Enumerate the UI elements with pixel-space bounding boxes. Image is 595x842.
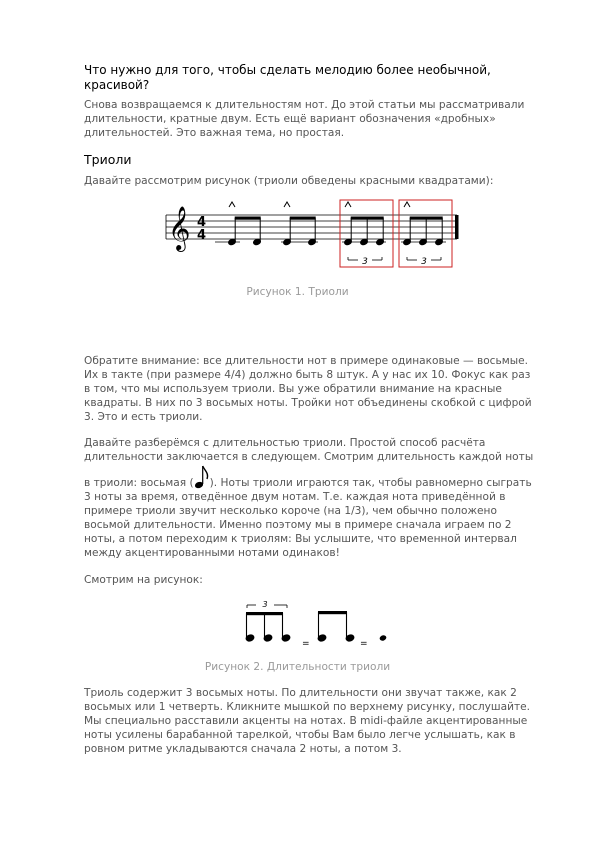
paragraph-2-line-1: Давайте разберёмся с длительностью триоли. Простой способ расчёта длительности заключается в следующем. Смотрим длительность каждой — [84, 437, 502, 463]
triplet-eighths — [245, 612, 291, 642]
paragraph-3: Триоль содержит 3 восьмых ноты. По длительности они звучат также, как 2 восьмых или 1 четверть. Кликните мышкой по верхнему рисунку, послушайте. Мы специально расставили акценты на нотах. В midi-файле акцентированные ноты усилены барабанной тарелкой, чтобы Вам было легче услышать, как в ровном ритме укладываются сначала 2 ноты, а потом 3. — [84, 687, 531, 755]
figure-2-triplet-label: 3 — [262, 600, 268, 609]
intro-paragraph: Снова возвращаемся к длительностям нот. До этой статьи мы рассматривали длительности, кратные двум. Есть ещё вариант обозначения «дробных» длительностей. Это важная тема, но простая. — [84, 99, 525, 139]
paragraph-2 — [84, 436, 539, 560]
paragraph-2-before-icon: ноты в триоли: восьмая ( — [84, 451, 534, 489]
equals-sign-1: = — [302, 639, 310, 649]
eighth-note-icon — [194, 464, 210, 490]
paragraph-1: Обратите внимание: все длительности нот в примере одинаковые — восьмые. Их в такте (при размере 4/4) должно быть 8 штук. А у нас их 10. Фокус как раз в том, что мы используем триоли. Вы уже обратили внимание на красные квадраты. В них по 3 восьмых ноты. Тройки нот объединены скобкой с цифрой 3. Это и есть триоли. — [84, 355, 532, 423]
lead-2: Смотрим на рисунок: — [84, 574, 203, 586]
triplet-label-1: 3 — [362, 257, 368, 267]
time-signature-top: 4 — [197, 215, 207, 230]
treble-clef-icon: 𝄞 — [168, 206, 191, 250]
figure-2-caption: Рисунок 2. Длительности триоли — [204, 661, 391, 673]
section-lead: Давайте рассмотрим рисунок (триоли обведены красными квадратами): — [84, 175, 494, 187]
triplet-group-2 — [401, 217, 446, 261]
triplet-group-1 — [342, 217, 386, 261]
article-heading: Что нужно для того, чтобы сделать мелодию более необычной, красивой? — [84, 63, 491, 92]
two-eighths — [317, 611, 355, 642]
figure-1-triplets-score[interactable] — [160, 195, 465, 275]
final-barline — [455, 215, 459, 239]
equals-sign-2: = — [360, 639, 368, 649]
beam — [235, 217, 261, 220]
paragraph-2-after-icon: ). Ноты триоли играются так, чтобы равномерно сыграть 3 ноты за время, отведённое двум нотам. Т.е. каждая нота приведённой в примере триоли звучит несколько короче (на 1/3), чем обычно положено восьмой длительности. Именно поэтому мы в примере сначала играем по 2 ноты, а потом переходим к триолям: Вы услышите, что временной интервал между акцентированными нотами одинаков! — [84, 477, 532, 559]
beam — [290, 217, 316, 220]
section-title: Триоли — [84, 152, 132, 167]
figure-1-caption: Рисунок 1. Триоли — [246, 286, 349, 298]
accent-marks — [229, 202, 410, 207]
figure-2-triplet-durations — [240, 597, 390, 649]
quarter-note — [379, 634, 387, 641]
time-signature-bottom: 4 — [197, 228, 207, 243]
triplet-label-2: 3 — [421, 257, 427, 267]
